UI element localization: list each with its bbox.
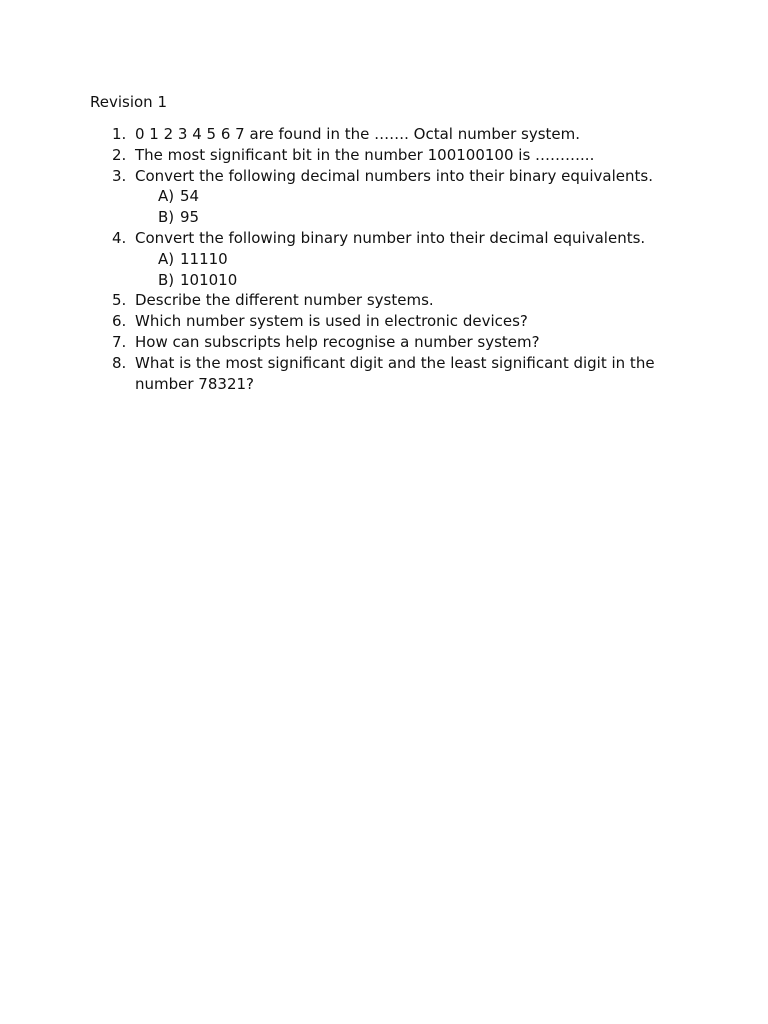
sub-question-letter: B) [158,208,175,227]
question-item [0,124,768,145]
sub-question-letter: B) [158,270,175,289]
question-number: 8. [112,353,127,372]
question-number: 3. [112,166,127,185]
question-text: Convert the following decimal numbers into their binary equivalents. [135,166,653,185]
sub-question-value: 11110 [180,249,228,268]
question-number: 7. [112,332,127,351]
question-text: Describe the different number systems. [135,291,434,310]
sub-question-letter: A) [158,249,175,268]
question-text: What is the most significant digit and the least significant digit in the number 78321? [135,353,655,393]
sub-question-list [0,186,768,228]
question-item [0,290,768,311]
question-item [0,332,768,353]
question-number: 6. [112,312,127,331]
question-item [0,311,768,332]
question-item [0,145,768,166]
question-item [0,353,768,395]
question-text: Convert the following binary number into their decimal equivalents. [135,228,646,247]
question-item [0,228,768,290]
question-number: 4. [112,228,127,247]
sub-question-letter: A) [158,187,175,206]
sub-question-item [0,249,768,270]
question-item [0,166,768,228]
sub-question-value: 54 [180,187,200,206]
question-number: 5. [112,291,127,310]
question-number: 2. [112,145,127,164]
sub-question-item [0,186,768,207]
sub-question-value: 95 [180,208,200,227]
sub-question-item [0,270,768,291]
question-list [0,124,768,394]
sub-question-list [0,249,768,291]
question-text: How can subscripts help recognise a number system? [135,332,540,351]
sub-question-item [0,207,768,228]
question-number: 1. [112,125,127,143]
question-text: Which number system is used in electronic devices? [135,312,528,331]
question-text: 0 1 2 3 4 5 6 7 are found in the ……. Octal number system. [135,125,581,143]
document-title: Revision 1 [90,93,167,111]
question-text: The most significant bit in the number 100100100 is ………... [135,145,595,164]
sub-question-value: 101010 [180,270,238,289]
